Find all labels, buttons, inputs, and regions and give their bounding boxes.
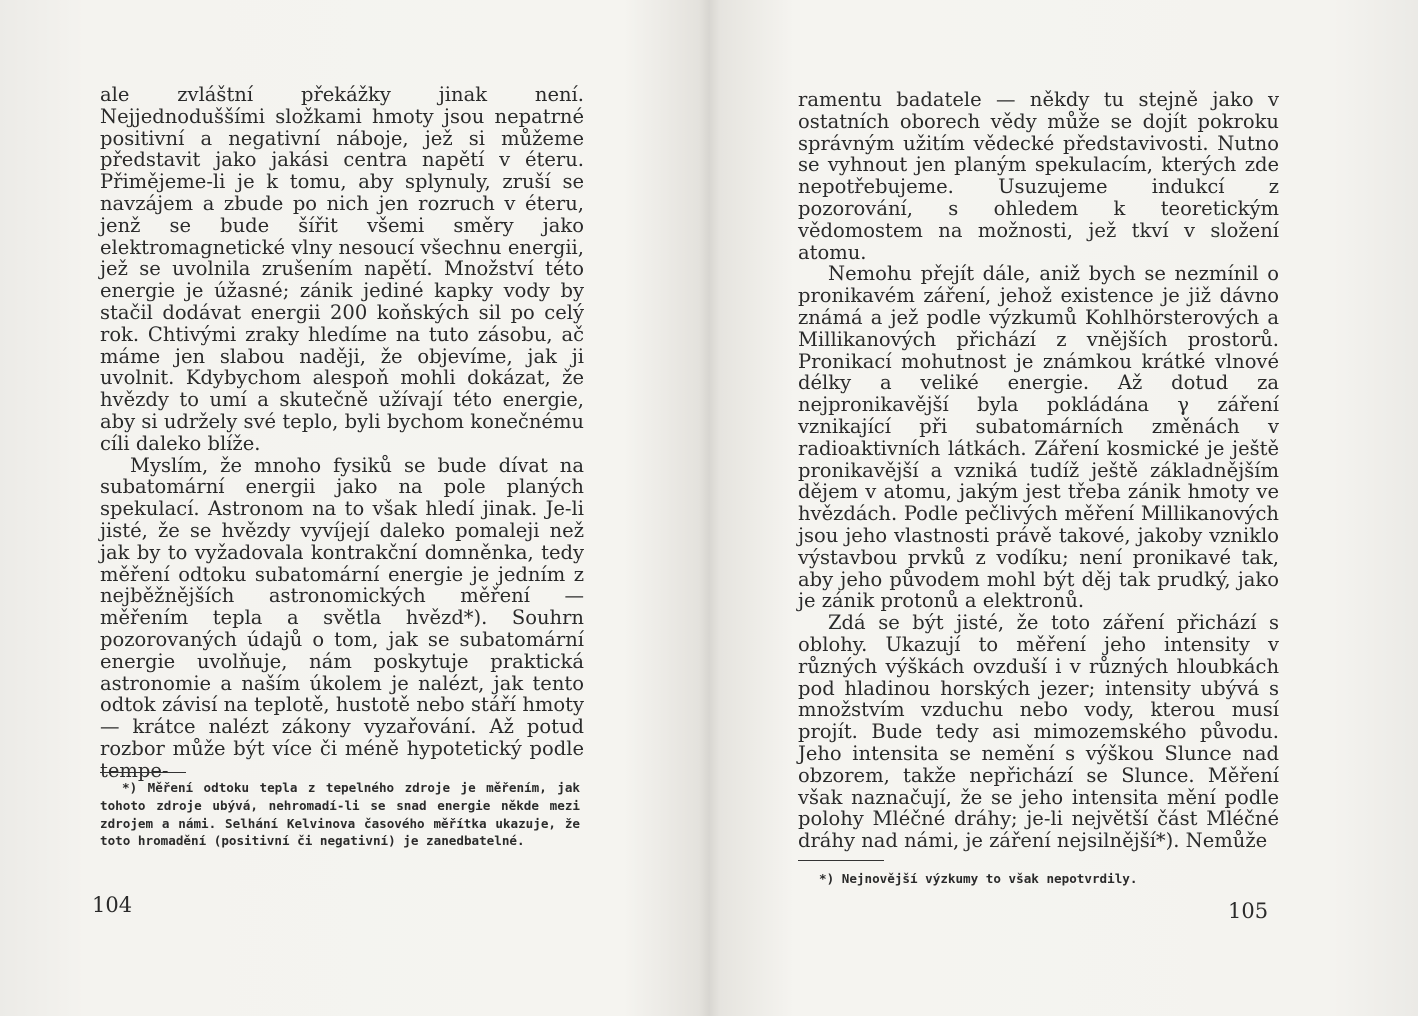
page-number: 105 xyxy=(1228,899,1269,923)
paragraph: Nemohu přejít dále, aniž bych se nezmínil o pronikavém záření, jehož existence je již dávno známá a jež podle výzkumů Kohlhörsterových a Millikanových přichází z vnějších prostorů. Pronikací mohutnost je známkou krátké vlnové délky a veliké energie. Až dotud za nejpronikavější byla pokládána γ záření vznikající při subatomárních změnách v radioaktivních látkách. Záření kosmické je ještě pronikavější a vzniká tudíž ještě základnějším dějem v atomu, jakým jest třeba zánik hmoty ve hvězdách. Podle pečlivých měření Millikanových jsou jeho vlastnosti právě takové, jakoby vzniklo výstavbou prvků z vodíku; není pronikavé tak, aby jeho původem mohl být děj tak prudký, jako je zánik protonů a elektronů. xyxy=(798,262,1279,613)
left-page-body xyxy=(100,84,584,782)
footnote: *) Měření odtoku tepla z tepelného zdroje je měřením, jak tohoto zdroje ubývá, nehromadí-li se snad energie někde mezi zdrojem a námi. Selhání Kelvinova časového měřítka ukazuje, že toto hromadění (positivní či negativní) je zanedbatelné. xyxy=(100,780,580,849)
footnote-rule xyxy=(100,772,186,773)
right-page xyxy=(709,0,1418,1016)
paragraph: ramentu badatele — někdy tu stejně jako v ostatních oborech vědy může se dojít pokroku správným užitím vědecké představivosti. Nutno se vyhnout jen planým spekulacím, kterých zde nepotřebujeme. Usuzujeme indukcí z pozorování, s ohledem k teoretickým vědomostem na možnosti, jež tkví v složení atomu. xyxy=(798,88,1279,264)
paragraph: Zdá se být jisté, že toto záření přichází s oblohy. Ukazují to měření jeho intensity v různých výškách ovzduší i v různých hloubkách pod hladinou horských jezer; intensity ubývá s množstvím vzduchu nebo vody, kterou musí projít. Bude tedy asi mimozemského původu. Jeho intensita se nemění s výškou Slunce nad obzorem, takže nepřichází se Slunce. Měření však naznačují, že se jeho intensita mění podle polohy Mléčné dráhy; je-li největší část Mléčné dráhy nad námi, je záření nejsilnější*). Nemůže xyxy=(798,611,1279,853)
page-number: 104 xyxy=(92,893,133,917)
footnote-rule xyxy=(798,860,884,861)
right-page-body xyxy=(798,89,1279,852)
footnote: *) Nejnovější výzkumy to však nepotvrdily. xyxy=(819,871,1138,886)
paragraph: Myslím, že mnoho fysiků se bude dívat na subatomární energii jako na pole planých spekulací. Astronom na to však hledí jinak. Je-li jisté, že se hvězdy vyvíjejí daleko pomaleji než jak by to vyžadovala kontrakční domněnka, tedy měření odtoku subatomární energie je jedním z nejběžnějších astronomických měření — měřením tepla a světla hvězd*). Souhrn pozorovaných údajů o tom, jak se subatomární energie uvolňuje, nám poskytuje praktická astronomie a naším úkolem je nalézt, jak tento odtok závisí na teplotě, hustotě nebo stáří hmoty — krátce nalézt zákony vyzařování. Až potud rozbor může být více či méně hypotetický podle tempe- xyxy=(100,453,584,782)
paragraph: ale zvláštní překážky jinak není. Nejjednoduššími složkami hmoty jsou nepatrné positivní a negativní náboje, jež si můžeme představit jako jakási centra napětí v éteru. Přimějeme-li je k tomu, aby splynuly, zruší se navzájem a zbude po nich jen rozruch v éteru, jenž se bude šířit všemi směry jako elektromagnetické vlny nesoucí všechnu energii, jež se uvolnila zrušením napětí. Množství této energie je úžasné; zánik jediné kapky vody by stačil dodávat energii 200 koňských sil po celý rok. Chtivými zraky hledíme na tuto zásobu, ač máme jen slabou naději, že objevíme, jak ji uvolnit. Kdybychom alespoň mohli dokázat, že hvězdy to umí a skutečně užívají této energie, aby si udržely své teplo, byli bychom konečnému cíli daleko blíže. xyxy=(100,83,584,455)
